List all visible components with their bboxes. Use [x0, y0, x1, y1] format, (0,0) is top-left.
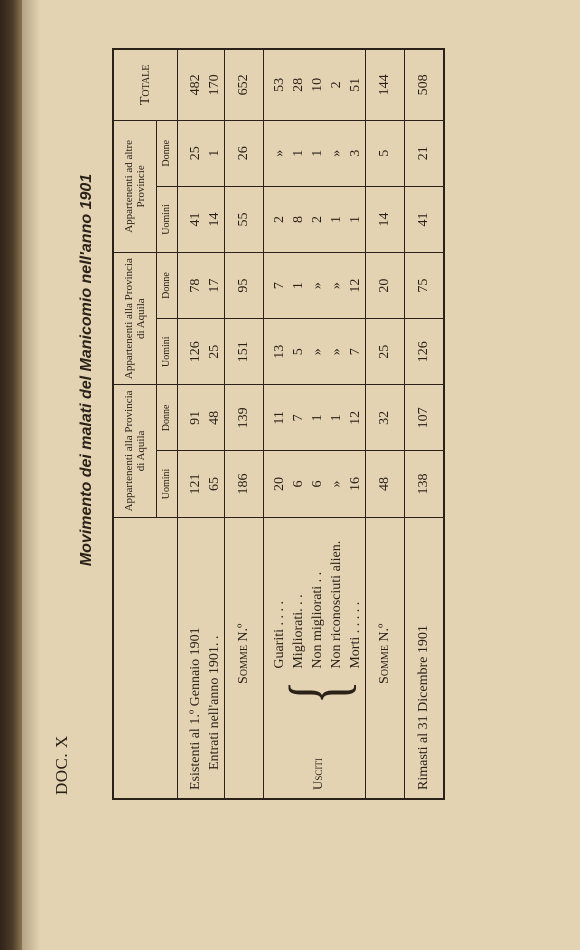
cell-group [178, 49, 225, 120]
cell-value: » [272, 149, 287, 157]
final-value: 138 [405, 451, 445, 517]
cell-value: 28 [291, 77, 306, 92]
header-donne: Donne [157, 120, 178, 186]
cell-value: 12 [348, 278, 363, 293]
cell-value: 1 [329, 414, 344, 422]
cell-value: » [310, 282, 325, 290]
cell-value: » [329, 348, 344, 356]
cell-value: » [329, 480, 344, 488]
final-label: Rimasti al 31 Dicembre 1901 [405, 517, 445, 799]
cell-value: 20 [272, 477, 287, 491]
cell-value: 8 [291, 215, 306, 223]
cell-value: 7 [272, 282, 287, 290]
cell-group [178, 253, 225, 319]
cell-group [178, 385, 225, 451]
cell-value: 48 [207, 410, 222, 425]
somme-value: 95 [225, 253, 264, 319]
label-column-header [113, 517, 178, 799]
cell-value: » [329, 149, 344, 157]
cell-value: 1 [207, 149, 222, 157]
header-uomini: Uomini [157, 186, 178, 252]
cell-group [264, 451, 366, 517]
somme-value: 25 [366, 319, 405, 385]
cell-value: 126 [188, 341, 203, 363]
cell-group [178, 451, 225, 517]
somme-value: 151 [225, 319, 264, 385]
final-value: 21 [405, 120, 445, 186]
somme-row [366, 49, 405, 799]
somme-row [225, 49, 264, 799]
cell-value: 25 [188, 146, 203, 161]
rotated-page [40, 40, 540, 800]
somme-label: Somme N.º [366, 517, 405, 799]
final-value: 126 [405, 319, 445, 385]
cell-value: 53 [272, 77, 287, 92]
cell-value: 7 [348, 348, 363, 356]
cell-value: 7 [291, 414, 306, 422]
cell-value: 51 [348, 77, 363, 92]
final-value: 75 [405, 253, 445, 319]
somme-value: 5 [366, 120, 405, 186]
table-row [178, 49, 225, 799]
cell-value: 10 [310, 77, 325, 92]
somme-value: 186 [225, 451, 264, 517]
header-donne: Donne [157, 253, 178, 319]
cell-value: 1 [329, 215, 344, 223]
row-label: Migliorati. . . [291, 594, 306, 669]
cell-value: 1 [291, 149, 306, 157]
page-title: Movimento dei malati del Manicomio nell'anno 1901 [78, 173, 95, 567]
cell-value: 2 [310, 215, 325, 223]
final-row [405, 49, 445, 799]
somme-value: 55 [225, 186, 264, 252]
row-label-block [264, 517, 366, 799]
cell-value: 3 [348, 149, 363, 157]
cell-group [264, 186, 366, 252]
cell-value: 1 [310, 149, 325, 157]
cell-value: » [310, 348, 325, 356]
row-label: Esistenti al 1.º Gennaio 1901 [188, 627, 203, 790]
cell-value: 25 [207, 344, 222, 359]
row-label: Guariti . . . . [272, 600, 287, 669]
cell-group [264, 49, 366, 120]
cell-group [264, 319, 366, 385]
cell-value: » [329, 282, 344, 290]
somme-value: 144 [366, 49, 405, 120]
cell-value: 11 [272, 411, 287, 425]
somme-value: 14 [366, 186, 405, 252]
cell-group [264, 385, 366, 451]
cell-value: 2 [329, 81, 344, 89]
cell-value: 12 [348, 410, 363, 425]
cell-value: 14 [207, 212, 222, 227]
row-label: Entrati nell'anno 1901. . [207, 635, 222, 770]
final-value: 107 [405, 385, 445, 451]
header-uomini: Uomini [157, 319, 178, 385]
row-label: Non riconosciuti alien. [329, 540, 344, 669]
header-donne: Donne [157, 385, 178, 451]
cell-value: 41 [188, 212, 203, 227]
cell-value: 13 [272, 344, 287, 359]
somme-value: 48 [366, 451, 405, 517]
cell-value: 91 [188, 410, 203, 425]
book-binding [0, 0, 22, 950]
cell-value: 6 [310, 480, 325, 488]
somme-value: 20 [366, 253, 405, 319]
doc-label: DOC. X [52, 735, 71, 795]
cell-value: 6 [291, 480, 306, 488]
somme-value: 32 [366, 385, 405, 451]
patient-movement-table [112, 48, 445, 800]
cell-group [264, 253, 366, 319]
cell-value: 78 [188, 278, 203, 293]
header-total: Totale [113, 49, 178, 120]
cell-group [264, 120, 366, 186]
header-group-1: Appartenenti alla Provincia di Aquila [113, 385, 157, 517]
header-group-3: Appartenenti ad altre Provincie [113, 120, 157, 252]
header-uomini: Uomini [157, 451, 178, 517]
row-label: Non migliorati . . [310, 571, 325, 669]
final-value: 508 [405, 49, 445, 120]
header-group-2: Appartenenti alla Provincia di Aquila [113, 253, 157, 385]
cell-value: 65 [207, 477, 222, 491]
cell-value: 2 [272, 215, 287, 223]
cell-value: 16 [348, 477, 363, 491]
final-value: 41 [405, 186, 445, 252]
cell-value: 1 [310, 414, 325, 422]
somme-value: 652 [225, 49, 264, 120]
somme-value: 139 [225, 385, 264, 451]
usciti-label: Usciti [309, 758, 325, 790]
binding-shadow [22, 0, 40, 950]
cell-value: 5 [291, 348, 306, 356]
row-label-block [178, 517, 225, 799]
row-label: Morti . . . . . [348, 601, 363, 669]
cell-group [178, 186, 225, 252]
cell-value: 170 [207, 74, 222, 96]
cell-value: 482 [188, 74, 203, 96]
cell-group [178, 120, 225, 186]
table-row [264, 49, 366, 799]
brace-icon: { [271, 680, 363, 705]
cell-value: 121 [188, 473, 203, 495]
cell-group [178, 319, 225, 385]
cell-value: 1 [291, 282, 306, 290]
somme-label: Somme N.º [225, 517, 264, 799]
somme-value: 26 [225, 120, 264, 186]
cell-value: 1 [348, 215, 363, 223]
cell-value: 17 [207, 278, 222, 293]
